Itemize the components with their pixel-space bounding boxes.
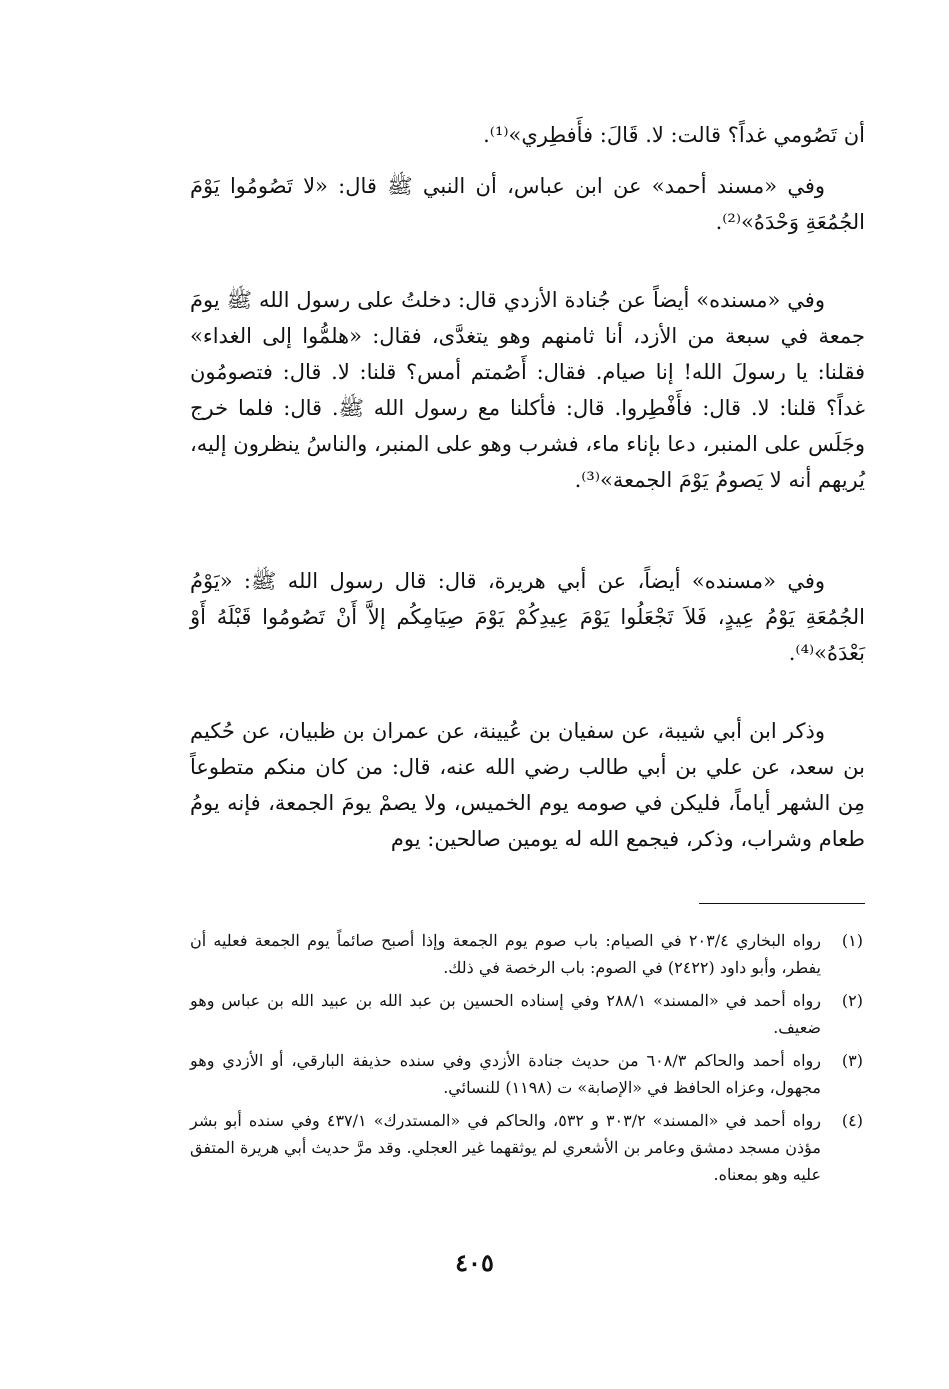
footnote-text: رواه أحمد والحاكم ٦٠٨/٣ من حديث جنادة الأزدي وفي سنده حذيفة البارقي، أو الأزدي وهو مجهول، وعزاه الحافظ في «الإصابة» ت (١١٩٨) للنسائي. [190, 1051, 821, 1097]
page-number: ٤٠٥ [455, 1248, 494, 1277]
paragraph-text: وفي «مسنده» أيضاً، عن أبي هريرة، قال: قال رسول الله ﷺ: «يَوْمُ الجُمُعَةِ يَوْمُ عِيدٍ، فَلاَ تَجْعَلُوا يَوْمَ عِيدِكُمْ يَوْمَ صِيَامِكُم إلاَّ أَنْ تَصُومُوا قَبْلَهُ أَوْ بَعْدَهُ»⁽⁴⁾. [190, 569, 865, 665]
footnote-number: (٤) [841, 1111, 863, 1130]
paragraph-text: وفي «مسند أحمد» عن ابن عباس، أن النبي ﷺ قال: «لا تَصُومُوا يَوْمَ الجُمُعَةِ وَحْدَهُ»⁽²⁾. [190, 174, 865, 234]
footnotes [190, 927, 865, 1194]
paragraph [190, 563, 865, 671]
paragraph [190, 713, 865, 857]
footnote-separator [699, 903, 865, 904]
footnote-number: (٢) [841, 991, 863, 1010]
footnote [190, 987, 865, 1041]
footnote-text: رواه البخاري ٢٠٣/٤ في الصيام: باب صوم يوم الجمعة وإذا أصبح صائماً يوم الجمعة فعليه أن يفطر، وأبو داود (٢٤٢٢) في الصوم: باب الرخصة في ذلك. [190, 931, 821, 977]
footnote [190, 1107, 865, 1188]
footnote-number: (٣) [841, 1051, 863, 1070]
paragraph-continuation [190, 117, 865, 153]
paragraph-text: أن تَصُومي غداً؟ قالت: لا. قَالَ: فأَفطِري»⁽¹⁾. [483, 123, 865, 147]
paragraph [190, 282, 865, 498]
paragraph-text: وفي «مسنده» أيضاً عن جُنادة الأزدي قال: دخلتُ على رسول الله ﷺ يومَ جمعة في سبعة من الأزد، أنا ثامنهم وهو يتغدَّى، فقال: «هلمُّوا إلى الغداء» فقلنا: يا رسولَ الله! إنا صيام. فقال: أَصُمتم أمس؟ قلنا: لا. قال: فتصومُون غداً؟ قلنا: لا. قال: فأَفْطِروا. قال: فأكلنا مع رسول الله ﷺ. قال: فلما خرج وجَلَس على المنبر، دعا بإناء ماء، فشرب وهو على المنبر، والناسُ ينظرون إليه، يُريهم أنه لا يَصومُ يَوْمَ الجمعة»⁽³⁾. [190, 288, 865, 492]
footnote-number: (١) [841, 931, 863, 950]
footnote-text: رواه أحمد في «المسند» ٢٨٨/١ وفي إسناده الحسين بن عبد الله بن عبيد الله بن عباس وهو ضعيف. [190, 991, 821, 1037]
footnote [190, 1047, 865, 1101]
paragraph [190, 168, 865, 240]
paragraph-text: وذكر ابن أبي شيبة، عن سفيان بن عُيينة، عن عمران بن ظبيان، عن حُكيم بن سعد، عن علي بن أبي طالب رضي الله عنه، قال: من كان منكم متطوعاً مِن الشهر أياماً، فليكن في صومه يوم الخميس، ولا يصمْ يومَ الجمعة، فإنه يومُ طعام وشراب، وذكر، فيجمع الله له يومين صالحين: يوم [190, 719, 865, 851]
footnote [190, 927, 865, 981]
footnote-text: رواه أحمد في «المسند» ٣٠٣/٢ و ٥٣٢، والحاكم في «المستدرك» ٤٣٧/١ وفي سنده أبو بشر مؤذن مسجد دمشق وعامر بن الأشعري لم يوثقهما غير العجلي. وقد مرَّ حديث أبي هريرة المتفق عليه وهو بمعناه. [190, 1111, 821, 1184]
